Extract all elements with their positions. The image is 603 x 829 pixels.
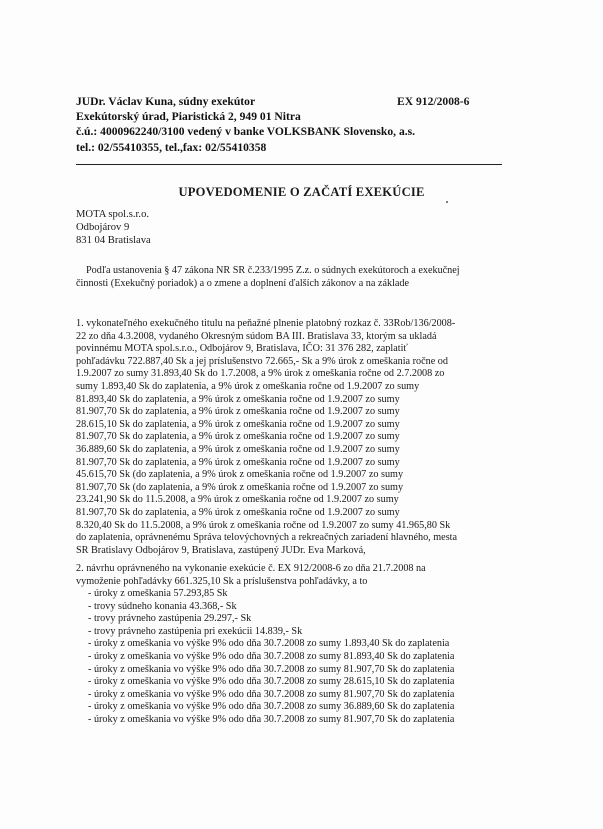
list-item: - trovy právneho zastúpenia pri exekúcii 14.839,- Sk [88, 625, 303, 637]
text-line: SR Bratislavy Odbojárov 9, Bratislava, zastúpený JUDr. Eva Marková, [76, 544, 366, 556]
text-line: 22 zo dňa 4.3.2008, vydaného Okresným súdom BA III. Bratislava 33, ktorým sa ukladá [76, 330, 437, 342]
recipient-address [76, 208, 151, 248]
list-item: - úroky z omeškania vo výške 9% odo dňa 30.7.2008 zo sumy 81.907,70 Sk do zaplatenia [88, 713, 455, 725]
document-title: UPOVEDOMENIE O ZAČATÍ EXEKÚCIE [178, 185, 425, 199]
list-item: - úroky z omeškania 57.293,85 Sk [88, 588, 228, 599]
list-item: - úroky z omeškania vo výške 9% odo dňa 30.7.2008 zo sumy 1.893,40 Sk do zaplatenia [88, 638, 450, 650]
text-line: 1. vykonateľného exekučného titulu na peňažné plnenie platobný rozkaz č. 33Rob/136/2008- [76, 318, 456, 329]
text-line: 81.907,70 Sk do zaplatenia, a 9% úrok z omeškania ročne od 1.9.2007 zo sumy [76, 431, 400, 443]
claim-items-list [88, 588, 508, 727]
phone-fax: tel.: 02/55410355, tel.,fax: 02/55410358 [76, 140, 267, 154]
text-line: 1.9.2007 zo sumy 31.893,40 Sk do 1.7.2008, a 9% úrok z omeškania ročne od 2.7.2008 zo [76, 368, 445, 380]
office-address: Exekútorský úrad, Piaristická 2, 949 01 Nitra [76, 110, 301, 124]
bank-account: č.ú.: 4000962240/3100 vedený v banke VOLKSBANK Slovensko, a.s. [76, 125, 416, 139]
case-number: EX 912/2008-6 [397, 95, 470, 108]
text-line: 81.907,70 Sk do zaplatenia, a 9% úrok z omeškania ročne od 1.9.2007 zo sumy [76, 456, 400, 468]
text-line: vymoženie pohľadávky 661.325,10 Sk a príslušenstva pohľadávky, a to [76, 575, 368, 587]
recipient-name: MOTA spol.s.r.o. [76, 209, 150, 220]
text-line: 23.241,90 Sk do 11.5.2008, a 9% úrok z omeškania ročne od 1.9.2007 zo sumy [76, 494, 399, 506]
list-item: - trovy právneho zastúpenia 29.297,- Sk [88, 613, 252, 625]
recipient-street: Odbojárov 9 [76, 222, 130, 234]
text-line: sumy 1.893,40 Sk do zaplatenia, a 9% úrok z omeškania ročne od 1.9.2007 zo sumy [76, 380, 420, 392]
text-line: 8.320,40 Sk do 11.5.2008, a 9% úrok z omeškania ročne od 1.9.2007 zo sumy 41.965,80 Sk [76, 519, 451, 531]
scan-speck [446, 201, 448, 203]
text-line: 81.907,70 Sk do zaplatenia, a 9% úrok z omeškania ročne od 1.9.2007 zo sumy [76, 406, 400, 418]
text-line: 2. návrhu oprávneného na vykonanie exekúcie č. EX 912/2008-6 zo dňa 21.7.2008 na [76, 563, 426, 574]
text-line: povinnému MOTA spol.s.r.o., Odbojárov 9, Bratislava, IČO: 31 376 282, zaplatiť [76, 343, 408, 355]
text-line: 81.907,70 Sk (do zaplatenia, a 9% úrok z omeškania ročne od 1.9.2007 zo sumy [76, 481, 404, 493]
text-line: 36.889,60 Sk do zaplatenia, a 9% úrok z omeškania ročne od 1.9.2007 zo sumy [76, 443, 400, 455]
list-item: - úroky z omeškania vo výške 9% odo dňa 30.7.2008 zo sumy 81.907,70 Sk do zaplatenia [88, 688, 455, 700]
text-line: činnosti (Exekučný poriadok) a o zmene a doplnení ďalších zákonov a na základe [76, 278, 410, 289]
text-line: 45.615,70 Sk (do zaplatenia, a 9% úrok z omeškania ročne od 1.9.2007 zo sumy [76, 469, 404, 481]
list-item: - úroky z omeškania vo výške 9% odo dňa 30.7.2008 zo sumy 28.615,10 Sk do zaplatenia [88, 676, 455, 688]
list-item: - trovy súdneho konania 43.368,- Sk [88, 600, 237, 612]
section-1 [76, 318, 506, 557]
list-item: - úroky z omeškania vo výške 9% odo dňa 30.7.2008 zo sumy 81.907,70 Sk do zaplatenia [88, 663, 455, 675]
text-line: Podľa ustanovenia § 47 zákona NR SR č.233/1995 Z.z. o súdnych exekútoroch a exekučnej [86, 265, 460, 276]
text-line: do zaplatenia, oprávnenému Správa telovýchovných a rekreačných zariadení hlavného, mesta [76, 532, 458, 544]
list-item: - úroky z omeškania vo výške 9% odo dňa 30.7.2008 zo sumy 81.893,40 Sk do zaplatenia [88, 650, 455, 662]
text-line: 81.907,70 Sk do zaplatenia, a 9% úrok z omeškania ročne od 1.9.2007 zo sumy [76, 506, 400, 518]
text-line: 81.893,40 Sk do zaplatenia, a 9% úrok z omeškania ročne od 1.9.2007 zo sumy [76, 393, 400, 405]
executor-name: JUDr. Václav Kuna, súdny exekútor [76, 95, 256, 108]
recipient-city: 831 04 Bratislava [76, 235, 151, 247]
text-line: 28.615,10 Sk do zaplatenia, a 9% úrok z omeškania ročne od 1.9.2007 zo sumy [76, 418, 400, 430]
intro-paragraph [76, 264, 506, 290]
section-2 [76, 563, 506, 588]
list-item: - úroky z omeškania vo výške 9% odo dňa 30.7.2008 zo sumy 36.889,60 Sk do zaplatenia [88, 701, 455, 713]
text-line: pohľadávku 722.887,40 Sk a jej príslušenstvo 72.665,- Sk a 9% úrok z omeškania ročne od [76, 355, 448, 367]
header-divider [76, 164, 502, 165]
